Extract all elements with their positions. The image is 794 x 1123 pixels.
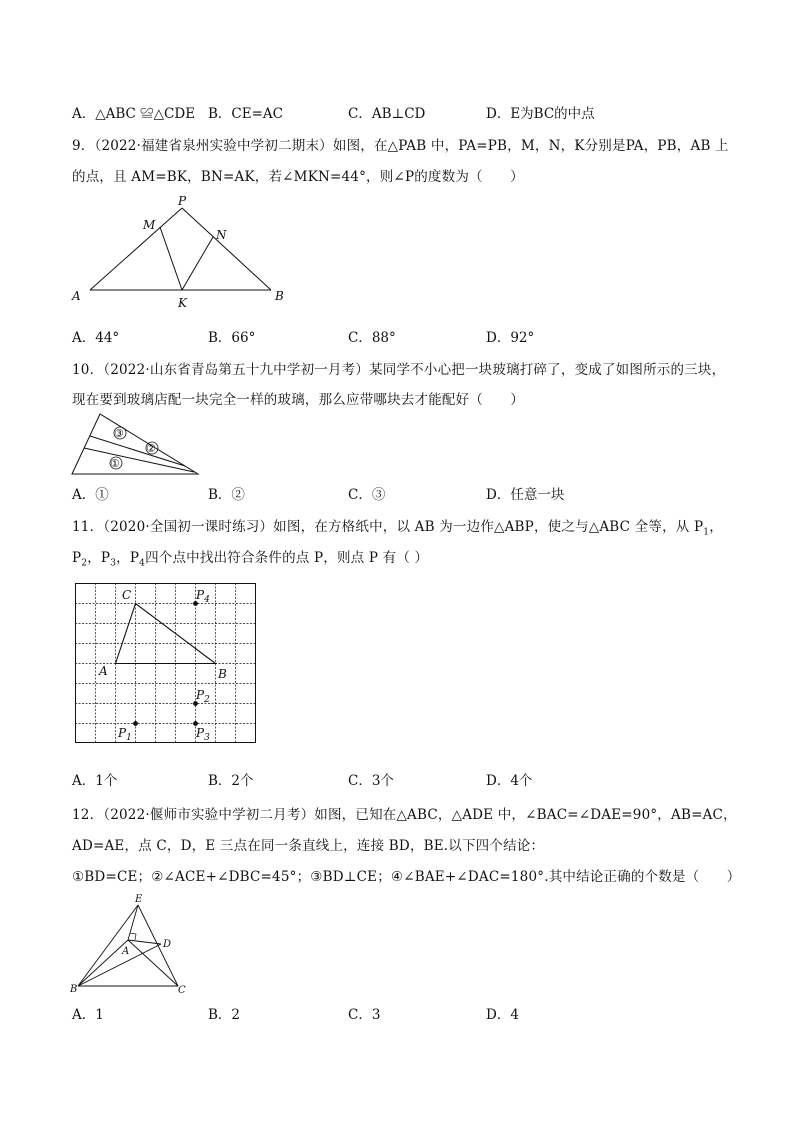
q12-label-a: A bbox=[122, 946, 130, 957]
q9-stem-line1: 9．（2022·福建省泉州实验中学初二期末）如图，在△PAB 中，PA=PB，M，N，K分别是PA，PB，AB 上 bbox=[72, 138, 729, 154]
q10-glass-outline bbox=[72, 414, 198, 474]
q9-option-a[interactable]: A．44° bbox=[72, 330, 120, 346]
q11-point-p1 bbox=[133, 721, 138, 726]
q9-label-p: P bbox=[178, 194, 187, 208]
q8-option-a[interactable]: A．△ABC ≌△CDE bbox=[72, 106, 196, 122]
q10-crack-1 bbox=[90, 436, 185, 466]
q9-label-n: N bbox=[216, 228, 227, 242]
q9-label-a: A bbox=[72, 289, 81, 303]
q11-option-d[interactable]: D．4个 bbox=[486, 773, 533, 789]
q11-stem-line2 bbox=[72, 546, 428, 569]
q11-stem-sub: 2 bbox=[81, 558, 88, 569]
q12-figure bbox=[66, 892, 196, 996]
q12-segment-ec bbox=[138, 905, 178, 986]
q11-label-a: A bbox=[99, 664, 108, 678]
q12-label-c: C bbox=[178, 985, 186, 996]
q11-stem-p: ，P bbox=[116, 550, 140, 566]
q11-stem-line1-text: 11．（2020·全国初一课时练习）如图，在方格纸中，以 AB 为一边作△ABP，使之与△ABC 全等，从 P bbox=[72, 519, 704, 535]
q8-option-d[interactable]: D．E为BC的中点 bbox=[486, 106, 595, 122]
q10-option-a[interactable]: A．① bbox=[72, 487, 109, 503]
q9-label-m: M bbox=[143, 218, 156, 232]
q12-stem-line1: 12．（2022·偃师市实验中学初二月考）如图，已知在△ABC，△ADE 中，∠BAC=∠DAE=90°，AB=AC， bbox=[72, 807, 737, 823]
q11-label-p1: $P_1$ bbox=[118, 726, 132, 743]
q12-label-e: E bbox=[135, 894, 143, 905]
q12-option-c[interactable]: C．3 bbox=[348, 1007, 381, 1023]
q12-side-ab bbox=[78, 940, 128, 986]
q11-stem-p: P bbox=[72, 550, 82, 566]
q9-segment-nk bbox=[182, 237, 213, 290]
q11-option-c[interactable]: C．3个 bbox=[348, 773, 394, 789]
q9-label-b: B bbox=[275, 289, 284, 303]
q11-label-p2: $P_2$ bbox=[196, 688, 210, 705]
q12-option-b[interactable]: B．2 bbox=[208, 1007, 241, 1023]
q10-piece-1-label: ① bbox=[110, 457, 120, 470]
q11-triangle-abc bbox=[116, 604, 216, 664]
q11-stem-line1 bbox=[72, 515, 723, 538]
q11-label-p3: $P_3$ bbox=[196, 726, 210, 743]
q10-figure bbox=[70, 410, 200, 478]
q8-option-b[interactable]: B．CE=AC bbox=[208, 106, 283, 122]
q12-label-d: D bbox=[163, 939, 172, 950]
q12-stem-line3: ①BD=CE；②∠ACE+∠DBC=45°；③BD⊥CE；④∠BAE+∠DAC=180°.其中结论正确的个数是（ ） bbox=[72, 869, 741, 885]
q11-option-b[interactable]: B．2个 bbox=[208, 773, 254, 789]
q11-stem-sub: 1 bbox=[703, 527, 710, 538]
q12-option-a[interactable]: A．1 bbox=[72, 1007, 104, 1023]
q9-option-b[interactable]: B．66° bbox=[208, 330, 256, 346]
q9-segment-mk bbox=[160, 227, 182, 290]
q10-stem-line1: 10．（2022·山东省青岛第五十九中学初一月考）某同学不小心把一块玻璃打碎了，变成了如图所示的三块， bbox=[72, 362, 726, 378]
q11-stem-p: ，P bbox=[87, 550, 111, 566]
q11-label-b: B bbox=[218, 667, 227, 681]
q11-stem-line1-end: ， bbox=[709, 519, 723, 535]
q9-option-d[interactable]: D．92° bbox=[486, 330, 535, 346]
q11-stem-sub: 4 bbox=[139, 558, 146, 569]
q10-option-c[interactable]: C．③ bbox=[348, 487, 386, 503]
q11-option-a[interactable]: A．1个 bbox=[72, 773, 118, 789]
q12-label-b: B bbox=[70, 984, 78, 995]
q9-stem-line2: 的点，且 AM=BK，BN=AK，若∠MKN=44°，则∠P的度数为（ ） bbox=[72, 169, 524, 185]
q11-stem-text: 四个点中找出符合条件的点 P，则点 P 有（ ） bbox=[145, 550, 429, 566]
q10-piece-2-label: ② bbox=[146, 442, 156, 455]
q10-piece-3-label: ③ bbox=[114, 427, 124, 440]
q12-right-angle-mark bbox=[130, 933, 136, 940]
q10-stem-line2: 现在要到玻璃店配一块完全一样的玻璃，那么应带哪块去才能配好（ ） bbox=[72, 392, 525, 408]
q10-option-d[interactable]: D．任意一块 bbox=[486, 487, 565, 503]
q9-figure bbox=[66, 192, 296, 312]
q8-option-c[interactable]: C．AB⊥CD bbox=[348, 106, 426, 122]
q12-option-d[interactable]: D．4 bbox=[486, 1007, 519, 1023]
q10-option-b[interactable]: B．② bbox=[208, 487, 245, 503]
q11-label-c: C bbox=[122, 588, 132, 602]
q12-stem-line2: AD=AE，点 C，D，E 三点在同一条直线上，连接 BD，BE.以下四个结论： bbox=[72, 838, 545, 854]
q9-side-pb bbox=[182, 208, 271, 290]
q11-label-p4: $P_4$ bbox=[196, 588, 210, 605]
q9-option-c[interactable]: C．88° bbox=[348, 330, 396, 346]
q12-segment-bd bbox=[78, 944, 161, 986]
q11-stem-sub: 3 bbox=[110, 558, 117, 569]
q11-grid-figure bbox=[75, 583, 257, 744]
q9-label-k: K bbox=[178, 296, 187, 310]
q12-segment-ae bbox=[128, 905, 138, 940]
